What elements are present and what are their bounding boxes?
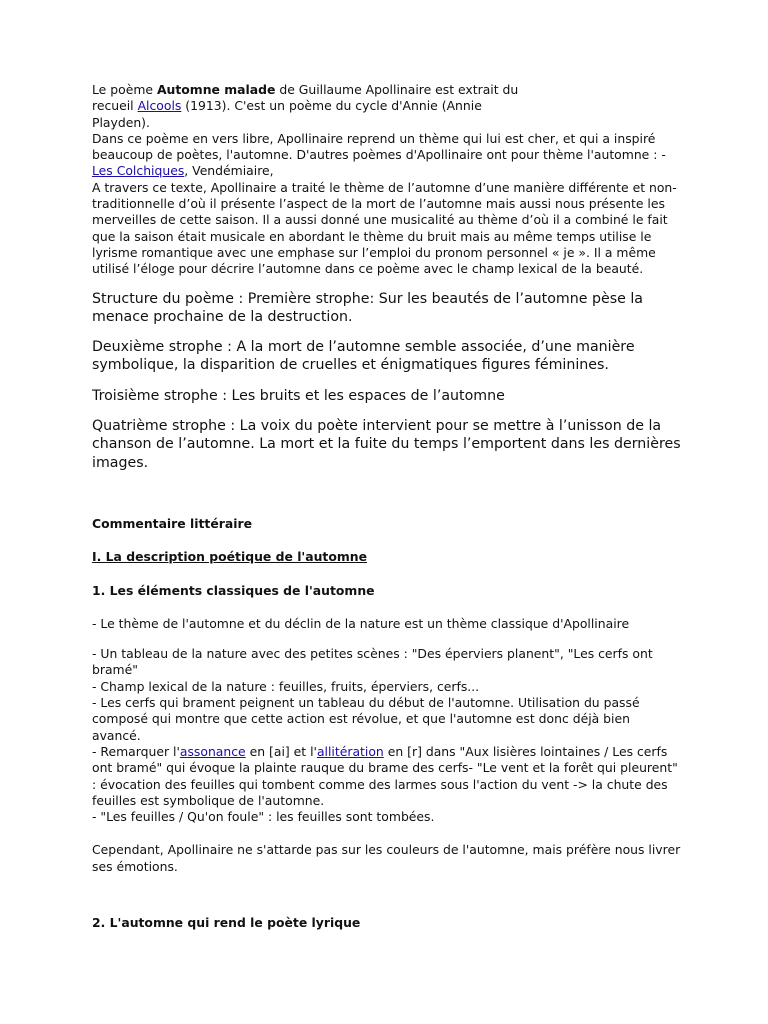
bullet-deer: - Les cerfs qui brament peignent un tableau du début de l'automne. Utilisation du passé composé qui montre que cette action est révolue, et que l'automne est donc déjà bien avancé. (92, 695, 640, 743)
structure-stanza-2: Deuxième strophe : A la mort de l’automne semble associée, d’une manière symbolique, la disparition de cruelles et énigmatiques figures féminines. (92, 339, 635, 374)
bullet-nature-scenes: - Un tableau de la nature avec des petites scènes : "Des éperviers planent", "Les cerfs ont bramé" (92, 646, 653, 678)
poem-title: Automne malade (156, 82, 276, 97)
structure-stanza-3: Troisième strophe : Les bruits et les espaces de l’automne (92, 387, 505, 404)
themes-text: , Vendémiaire, (184, 163, 274, 179)
intro-text: de Guillaume Apollinaire est extrait du recueil (92, 82, 519, 114)
intro-text: (1913). C'est un poème du cycle d'Annie (Annie Playden). (92, 98, 482, 130)
structure-stanza-1: Structure du poème : Première strophe: Sur les beautés de l’automne pèse la menace prochaine de la destruction. (92, 290, 643, 325)
subsection-2-heading: 2. L'automne qui rend le poète lyrique (92, 914, 361, 930)
assonance-link[interactable]: assonance (179, 743, 246, 759)
alcools-link[interactable]: Alcools (137, 98, 182, 114)
bullet-sound-figures (92, 744, 682, 809)
bullet-text: en [ai] et l' (245, 743, 317, 759)
themes-text: Dans ce poème en vers libre, Apollinaire reprend un thème qui lui est cher, et qui a inspiré beaucoup de poètes, l'automne. D'autres poèmes d'Apollinaire ont pour thème l'automne : - (92, 130, 666, 163)
themes-paragraph (92, 131, 682, 180)
however-paragraph: Cependant, Apollinaire ne s'attarde pas sur les couleurs de l'automne, mais préfère nous livrer ses émotions. (92, 842, 681, 874)
bullet-classic-theme: - Le thème de l'automne et du déclin de la nature est un thème classique d'Apollinaire (92, 615, 630, 631)
document-page (92, 82, 682, 931)
intro-paragraph (92, 82, 542, 131)
subsection-1-heading: 1. Les éléments classiques de l'automne (92, 582, 375, 598)
bullet-text: en [r] dans "Aux lisières lointaines / Les cerfs ont bramé" qui évoque la plainte rauque du brame des cerfs- "Le vent et la forêt qui pleurent" : évocation des feuilles qui tombent comme des larmes sous l'action du vent -> la chute des feuilles est symbolique de l'automne. (92, 743, 678, 808)
part-1-heading: I. La description poétique de l'automne (92, 549, 367, 565)
bullet-leaves: - "Les feuilles / Qu'on foule" : les feuilles sont tombées. (92, 809, 435, 825)
structure-stanza-4: Quatrième strophe : La voix du poète intervient pour se mettre à l’unisson de la chanson de l’automne. La mort et la fuite du temps l’emportent dans les dernières images. (92, 418, 681, 471)
bullet-lexical-field: - Champ lexical de la nature : feuilles, fruits, éperviers, cerfs... (92, 678, 480, 694)
alliteration-link[interactable]: allitération (316, 743, 384, 759)
colchiques-link[interactable]: Les Colchiques (92, 163, 185, 179)
intro-text: Le poème (92, 82, 157, 97)
analysis-paragraph: A travers ce texte, Apollinaire a traité le thème de l’automne d’une manière différente et non-traditionnelle d’où il présente l’aspect de la mort de l’automne mais aussi nous présente les merveilles de cette saison. Il a aussi donné une musicalité au thème d’où il a combiné le fait que la saison était musicale en abordant le thème du bruit mais au même temps utilise le lyrisme romantique avec une emphase sur l’emploi du pronom personnel « je ». Il a même utilisé l’éloge pour décrire l’automne dans ce poème avec le champ lexical de la beauté. (92, 179, 677, 277)
commentary-heading: Commentaire littéraire (92, 515, 252, 531)
bullet-text: - Remarquer l' (92, 743, 180, 759)
